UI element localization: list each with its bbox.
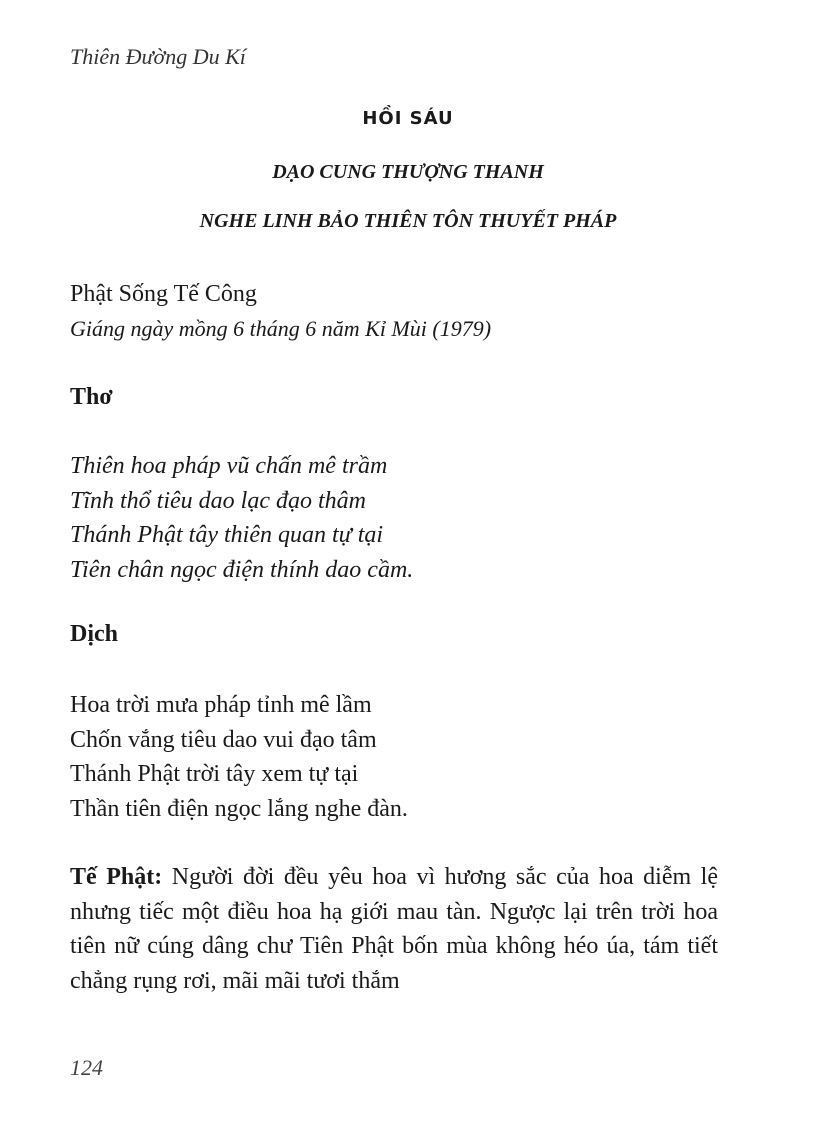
body-paragraph	[70, 860, 718, 998]
author-line: Phật Sống Tế Công	[70, 281, 257, 307]
chapter-title: HỒI SÁU	[362, 108, 454, 129]
page-number: 124	[70, 1055, 103, 1080]
body-text: Người đời đều yêu hoa vì hương sắc của hoa diễm lệ nhưng tiếc một điều hoa hạ giới mau tàn. Ngược lại trên trời hoa tiên nữ cúng dâng chư Tiên Phật bốn mùa không héo úa, tám tiết chẳng rụng rơi, mãi mãi tươi thắm	[70, 864, 719, 994]
translation-line: Thánh Phật trời tây xem tự tại	[70, 761, 359, 787]
date-line: Giáng ngày mồng 6 tháng 6 năm Kỉ Mùi (1979)	[70, 316, 492, 341]
poem-heading: Thơ	[70, 384, 113, 410]
translation-verse	[70, 688, 408, 826]
chapter-subtitle-2: NGHE LINH BẢO THIÊN TÔN THUYẾT PHÁP	[199, 210, 617, 232]
translation-heading: Dịch	[70, 621, 118, 647]
poem-line: Thiên hoa pháp vũ chấn mê trầm	[70, 453, 388, 479]
translation-line: Hoa trời mưa pháp tỉnh mê lầm	[70, 692, 372, 718]
poem-line: Tĩnh thổ tiêu dao lạc đạo thâm	[70, 487, 366, 514]
poem-line: Thánh Phật tây thiên quan tự tại	[70, 522, 384, 548]
running-header: Thiên Đường Du Kí	[70, 44, 246, 69]
speaker-label: Tế Phật:	[70, 864, 163, 890]
poem-verse	[70, 449, 413, 587]
translation-line: Thần tiên điện ngọc lắng nghe đàn.	[70, 795, 408, 822]
poem-line: Tiên chân ngọc điện thính dao cầm.	[70, 556, 414, 583]
chapter-subtitle-1: DẠO CUNG THƯỢNG THANH	[272, 161, 544, 183]
translation-line: Chốn vắng tiêu dao vui đạo tâm	[70, 726, 377, 753]
